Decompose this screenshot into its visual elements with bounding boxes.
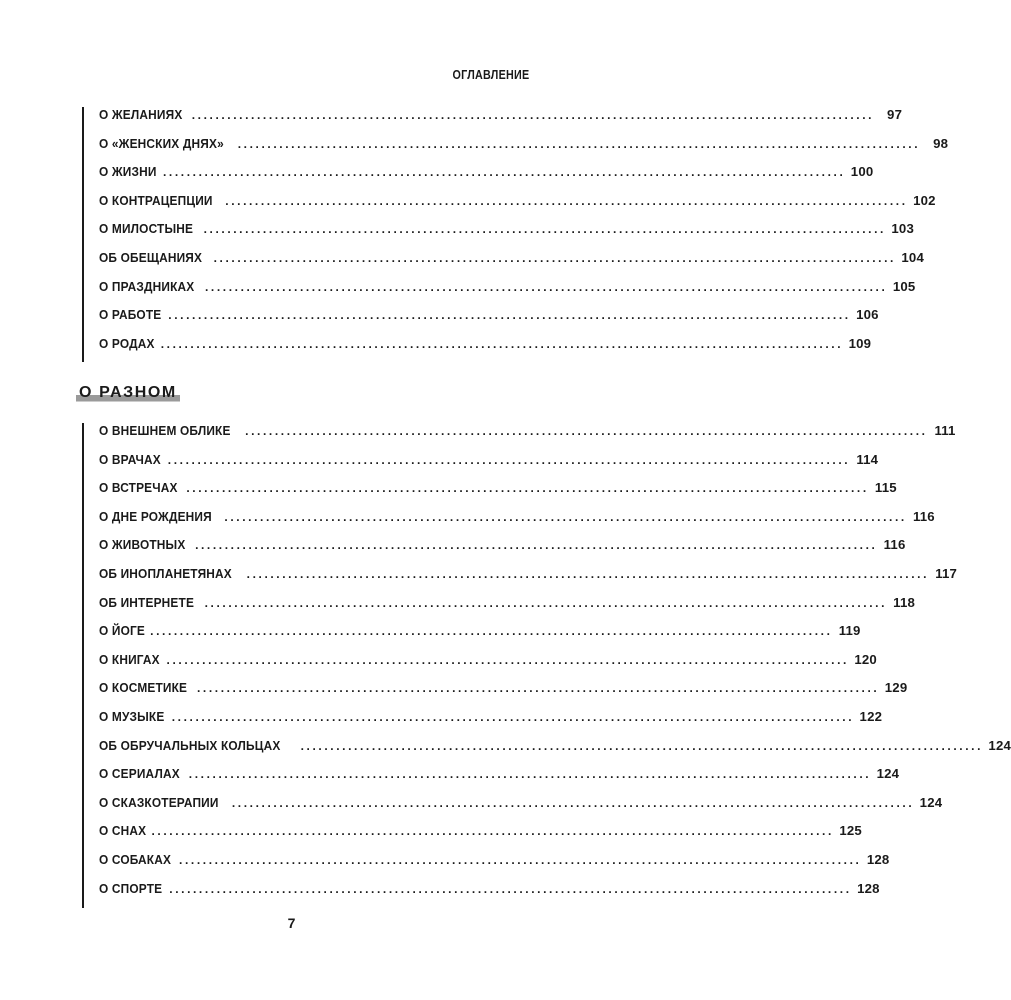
dot-leader: ................................................................................................................... <box>203 222 886 237</box>
toc-entry-page: 104 <box>901 249 924 265</box>
toc-entry-title: ОБ ОБРУЧАЛЬНЫХ КОЛЬЦАХ <box>99 737 281 753</box>
toc-entry-page: 111 <box>934 423 956 438</box>
toc-entry-title: О ВСТРЕЧАХ <box>99 480 178 496</box>
dot-leader: ................................................................................................................... <box>231 795 915 810</box>
toc-entry[interactable] <box>82 164 874 193</box>
toc-entry[interactable] <box>82 451 879 481</box>
toc-entry-title: О ЖЕЛАНИЯХ <box>99 107 183 122</box>
toc-entry-title: О СНАХ <box>99 823 147 839</box>
toc-entry-title: ОБ ИНТЕРНЕТЕ <box>99 594 195 610</box>
toc-entry-title: О ЙОГЕ <box>99 623 146 639</box>
dot-leader: ................................................................................................................... <box>196 681 880 696</box>
toc-entry[interactable] <box>82 680 908 709</box>
toc-entry-title: О ВРАЧАХ <box>99 451 161 467</box>
dot-leader: ................................................................................................................... <box>237 136 921 151</box>
toc-entry[interactable] <box>82 737 1011 767</box>
toc-entry-page: 124 <box>876 766 900 782</box>
dot-leader: ................................................................................................................... <box>225 193 908 208</box>
toc-entry-page: 105 <box>892 278 916 294</box>
page-number: 7 <box>287 915 296 931</box>
toc-entry[interactable] <box>82 623 861 652</box>
dot-leader: ................................................................................................................... <box>204 595 888 610</box>
toc-entry-title: О ЖИВОТНЫХ <box>99 537 186 553</box>
toc-entry[interactable] <box>82 249 924 279</box>
toc-entry-page: 109 <box>848 335 872 351</box>
toc-list <box>82 423 1011 909</box>
toc-entry-title: О КНИГАХ <box>99 651 160 667</box>
toc-entry-title: О ДНЕ РОЖДЕНИЯ <box>99 508 212 524</box>
toc-entry-title: О СКАЗКОТЕРАПИИ <box>99 794 219 810</box>
toc-entry-title: О МИЛОСТЫНЕ <box>99 221 194 237</box>
toc-entry[interactable] <box>82 537 906 566</box>
dot-leader: ................................................................................................................... <box>191 108 875 122</box>
toc-entry[interactable] <box>82 278 916 308</box>
toc-entry-title: О РАБОТЕ <box>99 307 162 323</box>
toc-entry-page: 114 <box>856 451 879 467</box>
toc-entry-page: 128 <box>857 880 880 896</box>
toc-entry-page: 102 <box>913 192 936 208</box>
vertical-rule <box>82 423 84 908</box>
toc-entry-page: 98 <box>933 135 949 151</box>
toc-entry-page: 115 <box>874 480 897 496</box>
dot-leader: ................................................................................................................... <box>186 481 869 496</box>
toc-entry-page: 117 <box>935 565 958 581</box>
toc-entry-page: 125 <box>839 823 862 839</box>
dot-leader: ................................................................................................................... <box>150 624 833 639</box>
toc-entry-title: ОБ ИНОПЛАНЕТЯНАХ <box>99 565 232 581</box>
toc-entry[interactable] <box>82 307 879 336</box>
vertical-rule <box>82 107 84 362</box>
toc-entry[interactable] <box>82 565 958 595</box>
toc-entry[interactable] <box>82 508 935 538</box>
dot-leader: ................................................................................................................... <box>179 852 862 867</box>
toc-entry-title: О СПОРТЕ <box>99 880 163 896</box>
toc-entry[interactable] <box>82 880 880 910</box>
dot-leader: ................................................................................................................... <box>188 767 872 782</box>
running-head: ОГЛАВЛЕНИЕ <box>452 68 529 82</box>
toc-entry-page: 124 <box>919 794 943 810</box>
toc-entry-page: 118 <box>893 594 916 610</box>
dot-leader: ................................................................................................................... <box>169 881 852 896</box>
dot-leader: ................................................................................................................... <box>167 452 851 467</box>
toc-entry-title: О СОБАКАХ <box>99 851 172 867</box>
toc-entry-page: 106 <box>856 307 879 323</box>
toc-entry-page: 129 <box>884 680 908 696</box>
dot-leader: ................................................................................................................... <box>162 165 846 180</box>
toc-entry[interactable] <box>82 594 916 624</box>
toc-entry-title: О ВНЕШНЕМ ОБЛИКЕ <box>99 423 231 438</box>
toc-entry[interactable] <box>82 335 872 365</box>
toc-entry[interactable] <box>82 851 890 881</box>
dot-leader: ................................................................................................................... <box>160 336 844 351</box>
toc-entry-title: О РОДАХ <box>99 335 155 351</box>
dot-leader: ................................................................................................................... <box>300 738 984 753</box>
dot-leader: ................................................................................................................... <box>168 308 851 323</box>
dot-leader: ................................................................................................................... <box>205 279 888 294</box>
dot-leader: ................................................................................................................... <box>246 566 930 581</box>
toc-entry[interactable] <box>82 708 883 738</box>
toc-entry-title: О ПРАЗДНИКАХ <box>99 278 195 294</box>
toc-entry-page: 128 <box>866 851 890 867</box>
toc-entry[interactable] <box>82 651 877 681</box>
toc-entry-page: 103 <box>891 221 914 237</box>
toc-entry-title: О ЖИЗНИ <box>99 164 157 180</box>
toc-entry-page: 124 <box>988 737 1011 753</box>
toc-entry-title: О «ЖЕНСКИХ ДНЯХ» <box>99 135 224 151</box>
toc-entry-title: О МУЗЫКЕ <box>99 708 165 724</box>
toc-entry-page: 100 <box>850 164 874 180</box>
dot-leader: ................................................................................................................... <box>213 250 896 265</box>
dot-leader: ................................................................................................................... <box>151 824 834 839</box>
toc-entry[interactable] <box>82 135 949 165</box>
toc-entry-page: 116 <box>912 508 935 524</box>
toc-entry-title: ОБ ОБЕЩАНИЯХ <box>99 249 203 265</box>
toc-entry[interactable] <box>82 823 862 852</box>
section-heading[interactable]: О РАЗНОМ <box>76 384 180 403</box>
toc-block-2 <box>82 423 1011 908</box>
dot-leader: ................................................................................................................... <box>195 538 878 553</box>
toc-entry[interactable] <box>82 423 956 452</box>
toc-entry[interactable] <box>82 766 900 795</box>
dot-leader: ................................................................................................................... <box>171 709 855 724</box>
toc-entry-title: О КОСМЕТИКЕ <box>99 680 188 696</box>
toc-block-1 <box>82 107 949 362</box>
toc-list <box>82 107 949 364</box>
toc-entry[interactable] <box>82 794 943 824</box>
toc-entry[interactable] <box>82 480 897 509</box>
dot-leader: ................................................................................................................... <box>166 652 849 667</box>
toc-entry-page: 116 <box>883 537 906 553</box>
toc-entry-page: 97 <box>887 107 903 122</box>
dot-leader: ................................................................................................................... <box>245 424 928 438</box>
toc-entry-page: 122 <box>859 708 883 724</box>
toc-entry-page: 119 <box>838 623 861 639</box>
toc-entry-title: О КОНТРАЦЕПЦИИ <box>99 192 213 208</box>
toc-entry[interactable] <box>82 221 914 250</box>
dot-leader: ................................................................................................................... <box>224 509 907 524</box>
toc-entry-title: О СЕРИАЛАХ <box>99 766 180 782</box>
toc-entry-page: 120 <box>854 651 877 667</box>
toc-entry[interactable] <box>82 107 903 136</box>
toc-entry[interactable] <box>82 192 936 222</box>
